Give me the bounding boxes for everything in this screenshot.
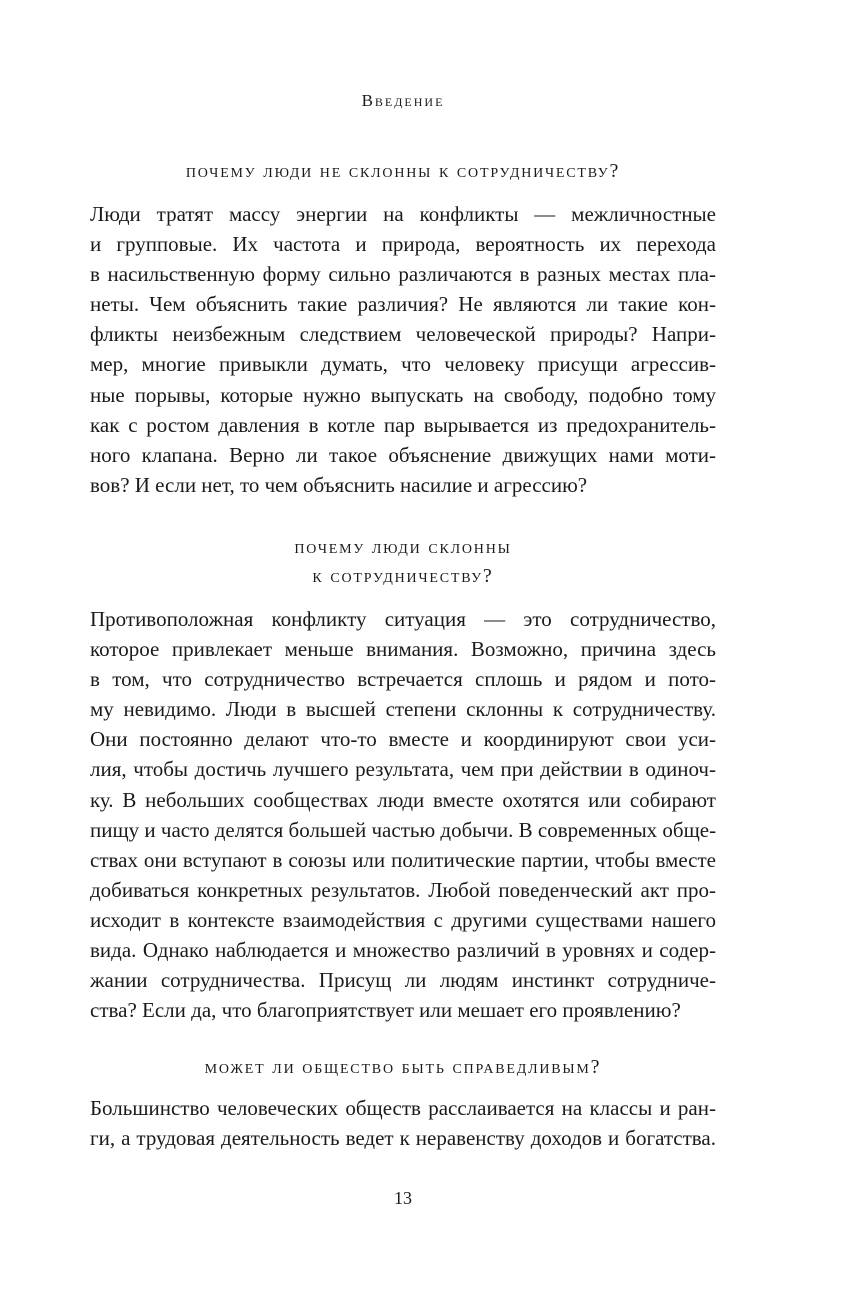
page-number: 13 bbox=[394, 1188, 412, 1208]
paragraph-line: вов? И если нет, то чем объяснить насилие и агрессию? bbox=[90, 472, 588, 497]
section-paragraph bbox=[90, 604, 716, 1025]
section-paragraph bbox=[90, 1093, 716, 1153]
section-paragraph bbox=[90, 199, 716, 500]
paragraph-line: Они постоянно делают что-то вместе и координируют свои уси- bbox=[90, 727, 716, 752]
paragraph-line: мер, многие привыкли думать, что человеку присущи агрессив- bbox=[90, 352, 716, 377]
paragraph-line: в насильственную форму сильно различаются в разных местах пла- bbox=[90, 262, 716, 287]
paragraph-line: му невидимо. Люди в высшей степени склонны к сотрудничеству. bbox=[90, 697, 716, 722]
paragraph-line: которое привлекает меньше внимания. Возможно, причина здесь bbox=[90, 637, 716, 662]
paragraph-line: исходит в контексте взаимодействия с другими существами нашего bbox=[90, 907, 716, 932]
section-1 bbox=[90, 157, 716, 500]
section-heading bbox=[90, 533, 716, 591]
paragraph-line: ги, а трудовая деятельность ведет к неравенству доходов и богатства. bbox=[90, 1126, 716, 1151]
section-3 bbox=[90, 1053, 716, 1153]
paragraph-line: ства? Если да, что благоприятствует или мешает его проявлению? bbox=[90, 998, 681, 1023]
paragraph-line: в том, что сотрудничество встречается сплошь и рядом и пото- bbox=[90, 667, 716, 692]
paragraph-line: ного клапана. Верно ли такое объяснение движущих нами моти- bbox=[90, 442, 716, 467]
heading-line: к сотрудничеству? bbox=[312, 565, 494, 587]
running-head: Введение bbox=[361, 91, 445, 110]
section-2 bbox=[90, 533, 716, 1025]
section-heading bbox=[90, 1053, 716, 1082]
book-page bbox=[90, 0, 716, 1300]
paragraph-line: фликты неизбежным следствием человеческой природы? Напри- bbox=[90, 322, 716, 347]
paragraph-line: Большинство человеческих обществ расслаивается на классы и ран- bbox=[90, 1096, 716, 1120]
section-heading bbox=[90, 157, 716, 186]
paragraph-line: ные порывы, которые нужно выпускать на свободу, подобно тому bbox=[90, 382, 716, 407]
paragraph-line: Противоположная конфликту ситуация — это сотрудничество, bbox=[90, 607, 716, 631]
paragraph-line: добиваться конкретных результатов. Любой поведенческий акт про- bbox=[90, 877, 716, 902]
paragraph-line: жании сотрудничества. Присущ ли людям инстинкт сотрудниче- bbox=[90, 968, 716, 993]
paragraph-line: лия, чтобы достичь лучшего результата, чем при действии в одиноч- bbox=[90, 757, 716, 782]
paragraph-line: и групповые. Их частота и природа, вероятность их перехода bbox=[90, 232, 716, 257]
paragraph-line: ствах они вступают в союзы или политические партии, чтобы вместе bbox=[90, 847, 716, 872]
heading-line: почему люди склонны bbox=[294, 536, 512, 558]
paragraph-line: как с ростом давления в котле пар вырывается из предохранитель- bbox=[90, 412, 716, 437]
paragraph-line: вида. Однако наблюдается и множество различий в уровнях и содер- bbox=[90, 938, 716, 963]
paragraph-line: Люди тратят массу энергии на конфликты — межличностные bbox=[90, 202, 716, 226]
paragraph-line: пищу и часто делятся большей частью добычи. В современных обще- bbox=[90, 817, 717, 842]
heading-line: может ли общество быть справедливым? bbox=[204, 1056, 602, 1078]
heading-line: почему люди не склонны к сотрудничеству? bbox=[185, 160, 621, 182]
paragraph-line: неты. Чем объяснить такие различия? Не являются ли такие кон- bbox=[90, 292, 716, 317]
paragraph-line: ку. В небольших сообществах люди вместе охотятся или собирают bbox=[90, 787, 716, 812]
